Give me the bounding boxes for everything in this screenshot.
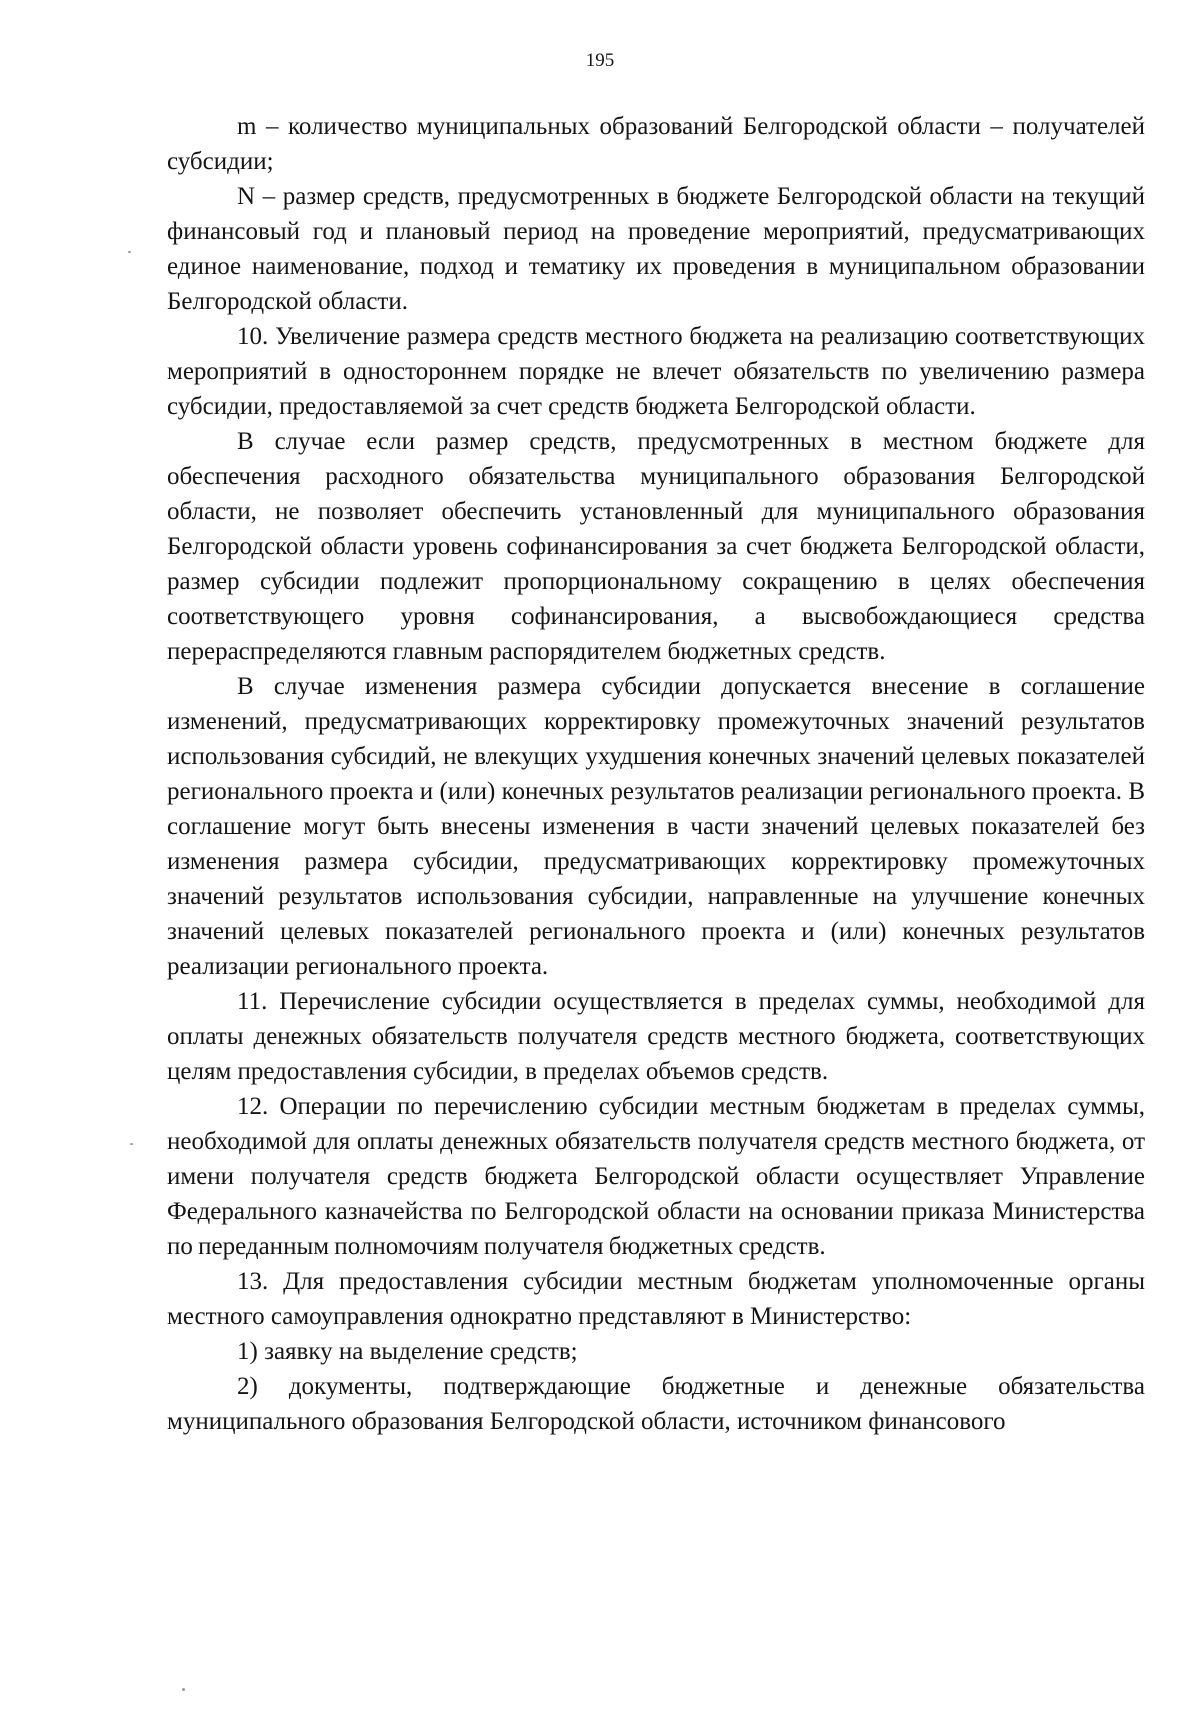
paragraph-change-case: В случае изменения размера субсидии допускается внесение в соглашение изменений, предусматривающих корректировку промежуточных значений результатов использования субсидий, не влекущих ухудшения конечных значений целевых показателей регионального проекта и (или) конечных результатов реализации регионального проекта. В соглашение могут быть внесены изменения в части значений целевых показателей без изменения размера субсидии, предусматривающих корректировку промежуточных значений результатов использования субсидии, направленные на улучшение конечных значений целевых показателей регионального проекта и (или) конечных результатов реализации регионального проекта. (167, 673, 1145, 980)
paragraph-item-10: 10. Увеличение размера средств местного бюджета на реализацию соответствующих мероприятий в одностороннем порядке не влечет обязательств по увеличению размера субсидии, предоставляемой за счет средств бюджета Белгородской области. (167, 323, 1145, 420)
paragraph-item-11: 11. Перечисление субсидии осуществляется в пределах суммы, необходимой для оплаты денежных обязательств получателя средств местного бюджета, соответствующих целям предоставления субсидии, в пределах объемов средств. (167, 988, 1145, 1085)
scan-speck (182, 1688, 185, 1691)
scan-speck (128, 251, 131, 253)
paragraph-item-12: 12. Операции по перечислению субсидии местным бюджетам в пределах суммы, необходимой для оплаты денежных обязательств получателя средств местного бюджета, от имени получателя средств бюджета Белгородской области осуществляет Управление Федерального казначейства по Белгородской области на основании приказа Министерства по переданным полномочиям получателя бюджетных средств. (167, 1093, 1145, 1260)
paragraph-n-definition: N – размер средств, предусмотренных в бюджете Белгородской области на текущий финансовый год и плановый период на проведение мероприятий, предусматривающих единое наименование, подход и тематику их проведения в муниципальном образовании Белгородской области. (167, 183, 1145, 315)
scan-speck (130, 1143, 133, 1145)
document-body (167, 109, 1145, 1439)
paragraph-reduction-case: В случае если размер средств, предусмотренных в местном бюджете для обеспечения расходного обязательства муниципального образования Белгородской области, не позволяет обеспечить установленный для муниципального образования Белгородской области уровень софинансирования за счет бюджета Белгородской области, размер субсидии подлежит пропорциональному сокращению в целях обеспечения соответствующего уровня софинансирования, а высвобождающиеся средства перераспределяются главным распорядителем бюджетных средств. (167, 428, 1145, 665)
list-item-2: 2) документы, подтверждающие бюджетные и денежные обязательства муниципального образования Белгородской области, источником финансового (167, 1373, 1145, 1435)
list-item-1: 1) заявку на выделение средств; (237, 1338, 578, 1365)
paragraph-m-definition: m – количество муниципальных образований Белгородской области – получателей субсидии; (167, 113, 1145, 175)
page-number: 195 (585, 50, 615, 71)
paragraph-item-13: 13. Для предоставления субсидии местным бюджетам уполномоченные органы местного самоуправления однократно представляют в Министерство: (167, 1268, 1145, 1330)
